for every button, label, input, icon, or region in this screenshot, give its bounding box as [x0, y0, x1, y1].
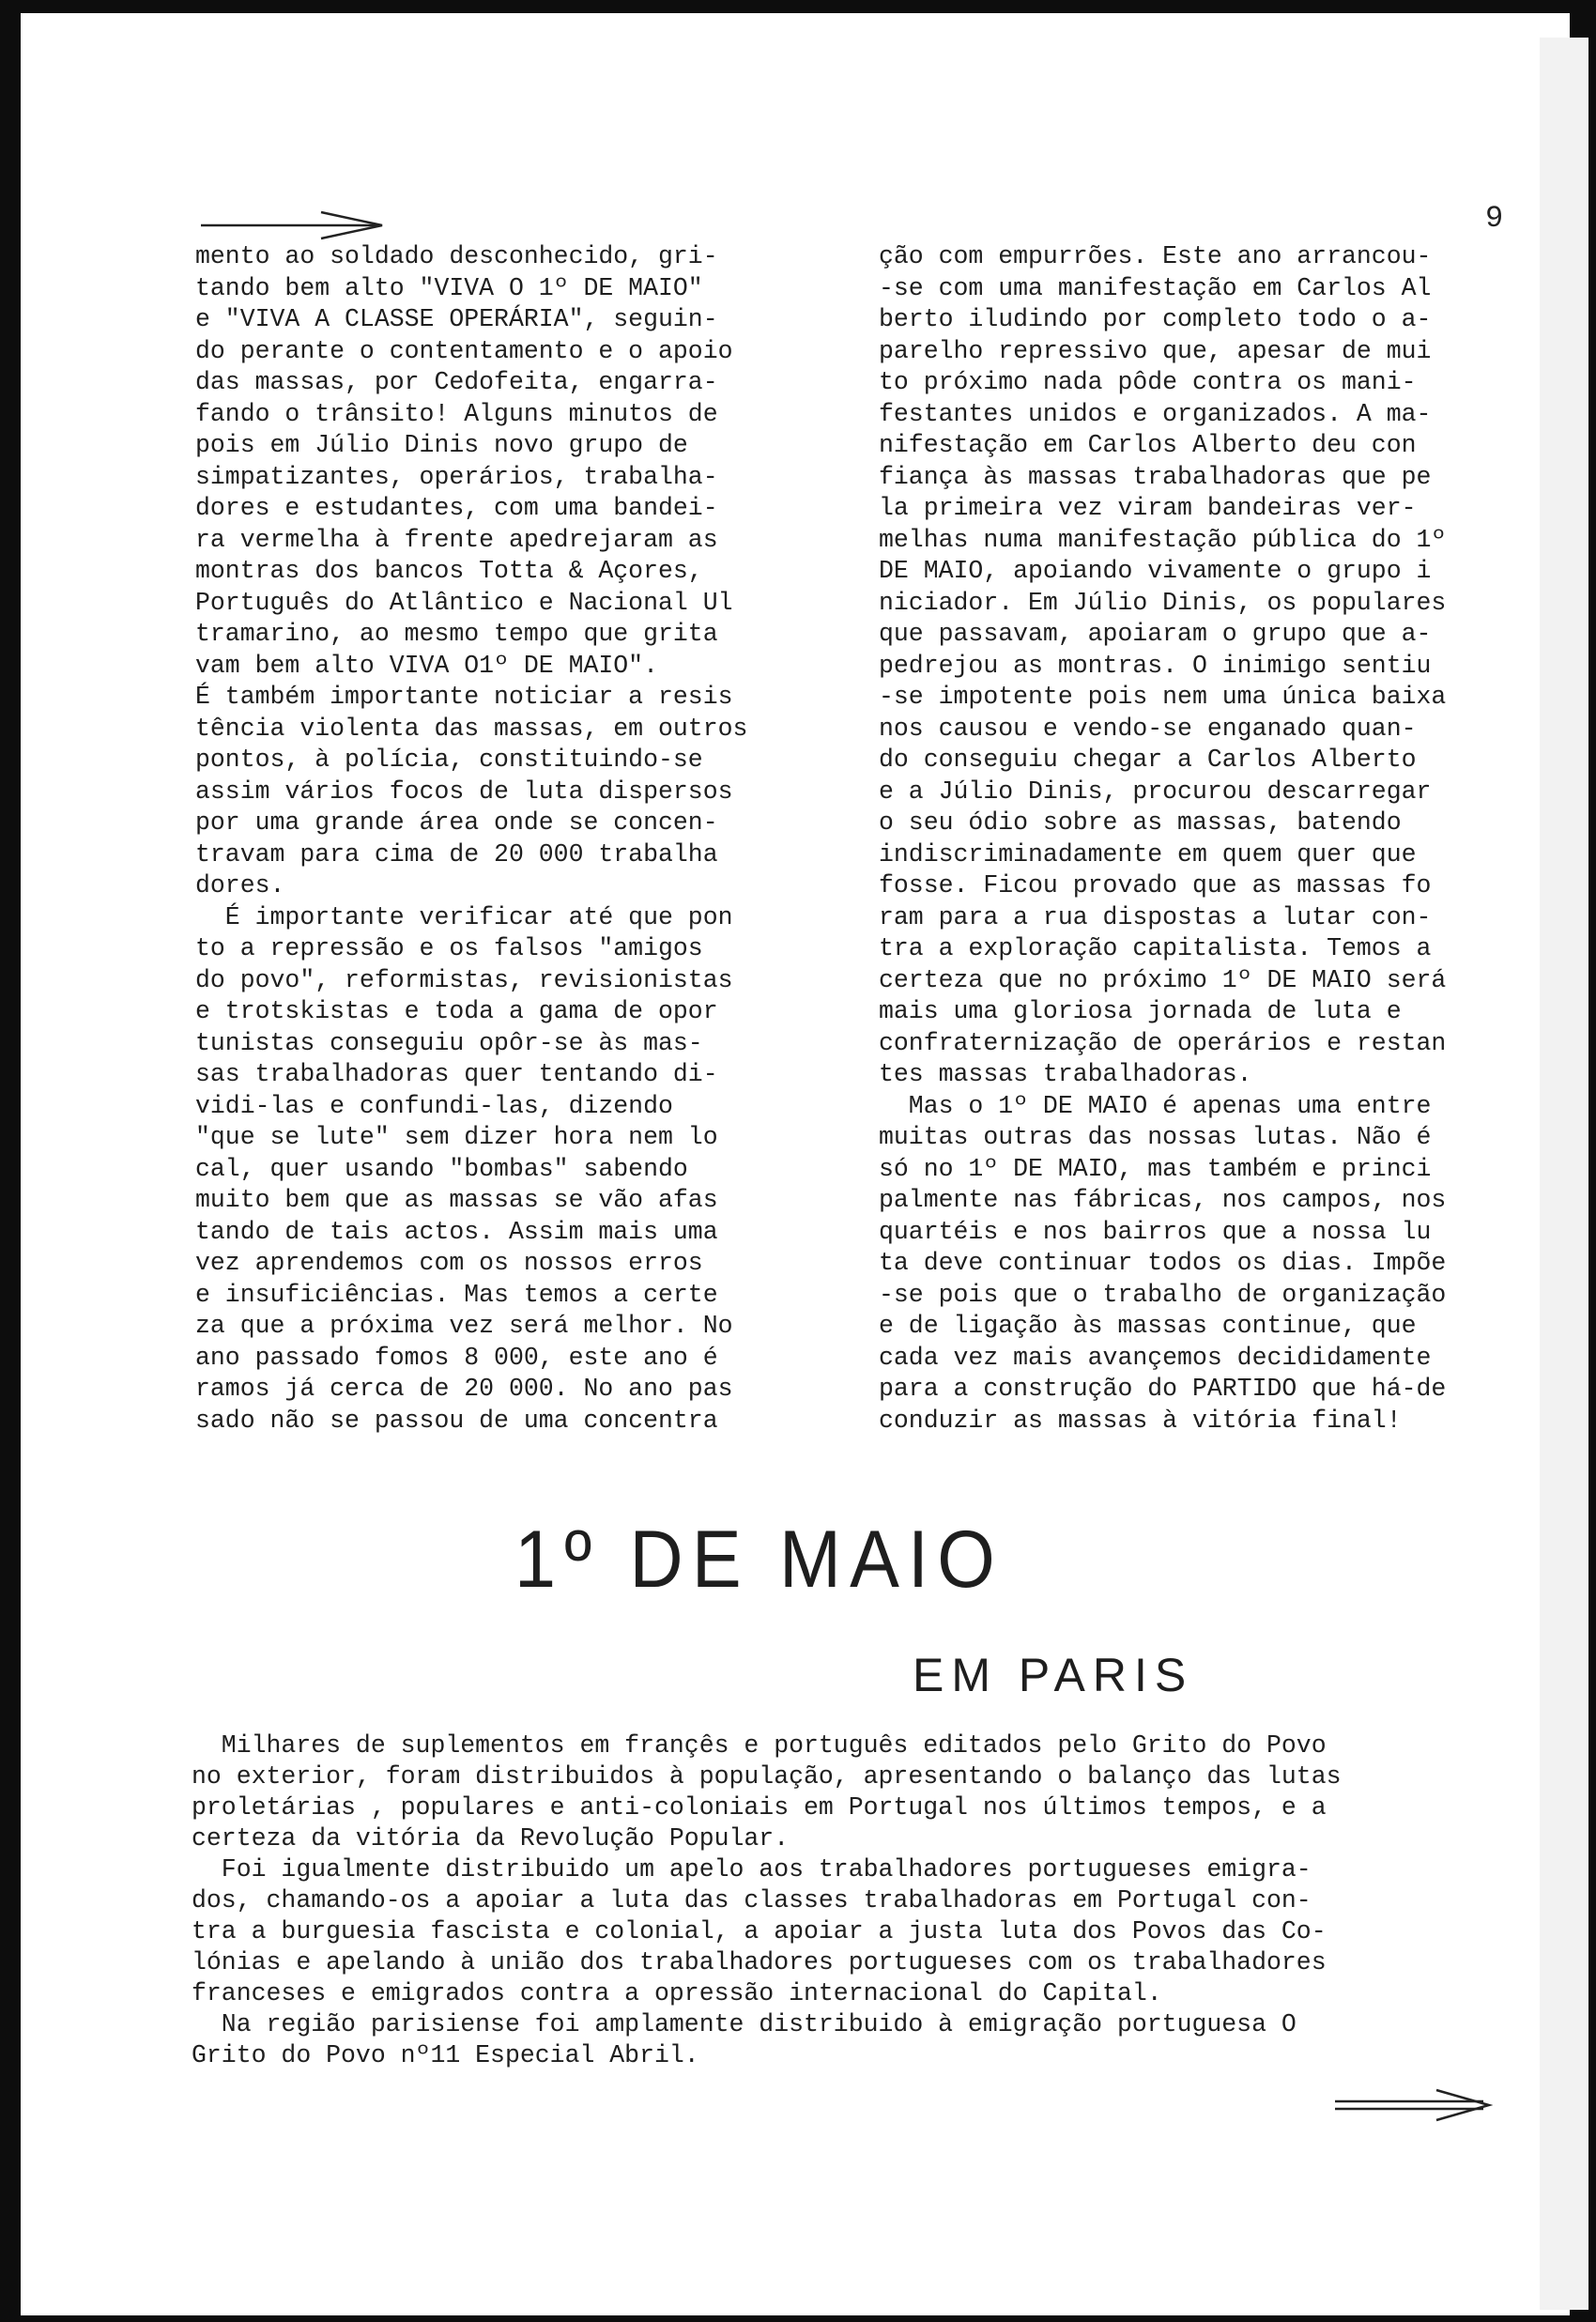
right-line: do conseguiu chegar a Carlos Alberto [879, 746, 1417, 774]
left-line: tunistas conseguiu opôr-se às mas- [195, 1028, 703, 1057]
left-line: simpatizantes, operários, trabalha- [195, 462, 718, 491]
left-line: mento ao soldado desconhecido, gri- [195, 242, 718, 270]
left-column [195, 241, 747, 1437]
left-line: ra vermelha à frente apedrejaram as [195, 525, 718, 554]
right-line: muitas outras das nossas lutas. Não é [879, 1123, 1432, 1151]
article-line: Na região parisiense foi amplamente distribuido à emigração portuguesa O [192, 2010, 1297, 2038]
right-line: para a construção do PARTIDO que há-de [879, 1375, 1447, 1403]
left-line: do povo", reformistas, revisionistas [195, 965, 733, 994]
left-line: vidi-las e confundi-las, dizendo [195, 1091, 673, 1120]
left-line: dores. [195, 871, 285, 900]
right-line: ção com empurrões. Este ano arrancou- [879, 242, 1432, 270]
left-line: É importante verificar até que pon [195, 902, 733, 931]
left-line: za que a próxima vez será melhor. No [195, 1312, 733, 1340]
article-line: proletárias , populares e anti-coloniais em Portugal nos últimos tempos, e a [192, 1793, 1327, 1822]
left-line: muito bem que as massas se vão afas [195, 1186, 718, 1214]
right-line: tes massas trabalhadoras. [879, 1060, 1252, 1088]
right-line: confraternização de operários e restan [879, 1028, 1447, 1057]
right-line: DE MAIO, apoiando vivamente o grupo i [879, 557, 1432, 585]
left-line: É também importante noticiar a resis [195, 683, 733, 711]
left-line: "que se lute" sem dizer hora nem lo [195, 1123, 718, 1151]
article-line: Foi igualmente distribuido um apelo aos trabalhadores portugueses emigra- [192, 1855, 1312, 1884]
right-line: indiscriminadamente em quem quer que [879, 839, 1417, 869]
article-line: no exterior, foram distribuidos à população, apresentando o balanço das lutas [192, 1762, 1342, 1791]
right-line: la primeira vez viram bandeiras ver- [879, 494, 1417, 522]
left-line: travam para cima de 20 000 trabalha [195, 839, 718, 869]
right-line: o seu ódio sobre as massas, batendo [879, 808, 1402, 837]
left-line: Português do Atlântico e Nacional Ul [195, 588, 733, 617]
right-line: niciador. Em Júlio Dinis, os populares [879, 588, 1447, 617]
left-line: e trotskistas e toda a gama de opor [195, 997, 718, 1025]
left-line: por uma grande área onde se concen- [195, 808, 718, 837]
right-line: ram para a rua dispostas a lutar con- [879, 902, 1432, 931]
left-line: sas trabalhadoras quer tentando di- [195, 1060, 718, 1088]
right-line: conduzir as massas à vitória final! [879, 1406, 1402, 1435]
left-line: assim vários focos de luta dispersos [195, 777, 733, 806]
left-line: tando de tais actos. Assim mais uma [195, 1217, 718, 1246]
left-line: e "VIVA A CLASSE OPERÁRIA", seguin- [195, 305, 718, 333]
article-line: lónias e apelando à união dos trabalhadores portugueses com os trabalhadores [192, 1948, 1327, 1976]
article-line: Grito do Povo nº11 Especial Abril. [192, 2041, 699, 2069]
right-line: parelho repressivo que, apesar de mui [879, 336, 1432, 365]
page-edge [1540, 38, 1588, 2310]
right-line: e de ligação às massas continue, que [879, 1312, 1417, 1340]
right-line: nos causou e vendo-se enganado quan- [879, 714, 1417, 743]
right-line: nifestação em Carlos Alberto deu con [879, 431, 1417, 459]
right-line: quartéis e nos bairros que a nossa lu [879, 1217, 1432, 1246]
left-line: pontos, à polícia, constituindo-se [195, 746, 703, 774]
right-line: e a Júlio Dinis, procurou descarregar [879, 777, 1432, 806]
right-line: -se com uma manifestação em Carlos Al [879, 273, 1432, 302]
right-line: festantes unidos e organizados. A ma- [879, 399, 1432, 428]
left-line: cal, quer usando "bombas" sabendo [195, 1154, 688, 1183]
left-line: montras dos bancos Totta & Açores, [195, 557, 703, 585]
article-line: dos, chamando-os a apoiar a luta das classes trabalhadoras em Portugal con- [192, 1886, 1312, 1914]
left-line: das massas, por Cedofeita, engarra- [195, 368, 718, 396]
article-line: Milhares de suplementos em françês e português editados pelo Grito do Povo [192, 1731, 1327, 1760]
right-line: cada vez mais avançemos decididamente [879, 1343, 1432, 1372]
article-line: certeza da vitória da Revolução Popular. [192, 1824, 790, 1853]
left-line: pois em Júlio Dinis novo grupo de [195, 431, 688, 459]
article-body [192, 1730, 1342, 2071]
right-line: que passavam, apoiaram o grupo que a- [879, 620, 1432, 648]
right-line: fosse. Ficou provado que as massas fo [879, 871, 1432, 900]
left-line: ano passado fomos 8 000, este ano é [195, 1343, 718, 1372]
right-line: pedrejou as montras. O inimigo sentiu [879, 651, 1432, 680]
left-line: tando bem alto "VIVA O 1º DE MAIO" [195, 273, 703, 302]
left-line: to a repressão e os falsos "amigos [195, 934, 703, 962]
left-line: vez aprendemos com os nossos erros [195, 1249, 703, 1277]
article-line: franceses e emigrados contra a opressão internacional do Capital. [192, 1979, 1162, 2007]
left-line: e insuficiências. Mas temos a certe [195, 1280, 718, 1309]
right-column [879, 241, 1446, 1437]
right-line: só no 1º DE MAIO, mas também e princi [879, 1154, 1432, 1183]
right-line: to próximo nada pôde contra os mani- [879, 368, 1417, 396]
headline-secondary: EM PARIS [913, 1649, 1194, 1701]
right-line: berto iludindo por completo todo o a- [879, 305, 1432, 333]
right-line: melhas numa manifestação pública do 1º [879, 525, 1447, 554]
continued-on-arrow-icon [1333, 2086, 1493, 2124]
left-line: tramarino, ao mesmo tempo que grita [195, 620, 718, 648]
left-line: tência violenta das massas, em outros [195, 714, 748, 743]
right-line: Mas o 1º DE MAIO é apenas uma entre [879, 1091, 1432, 1120]
continued-from-arrow-icon [199, 207, 387, 244]
right-line: certeza que no próximo 1º DE MAIO será [879, 965, 1447, 994]
left-line: ramos já cerca de 20 000. No ano pas [195, 1375, 733, 1403]
right-line: -se impotente pois nem uma única baixa [879, 683, 1447, 711]
right-line: fiança às massas trabalhadoras que pe [879, 462, 1432, 491]
right-line: palmente nas fábricas, nos campos, nos [879, 1186, 1447, 1214]
left-line: do perante o contentamento e o apoio [195, 336, 733, 365]
right-line: mais uma gloriosa jornada de luta e [879, 997, 1402, 1025]
right-line: -se pois que o trabalho de organização [879, 1280, 1447, 1309]
left-line: fando o trânsito! Alguns minutos de [195, 399, 718, 428]
left-line: sado não se passou de uma concentra [195, 1406, 718, 1435]
headline-primary: 1º DE MAIO [514, 1515, 1004, 1605]
left-line: dores e estudantes, com uma bandei- [195, 494, 718, 522]
left-line: vam bem alto VIVA O1º DE MAIO". [195, 651, 658, 680]
page-number: 9 [1485, 201, 1504, 236]
right-line: ta deve continuar todos os dias. Impõe [879, 1249, 1447, 1277]
right-line: tra a exploração capitalista. Temos a [879, 934, 1432, 962]
article-line: tra a burguesia fascista e colonial, a apoiar a justa luta dos Povos das Co- [192, 1917, 1327, 1945]
